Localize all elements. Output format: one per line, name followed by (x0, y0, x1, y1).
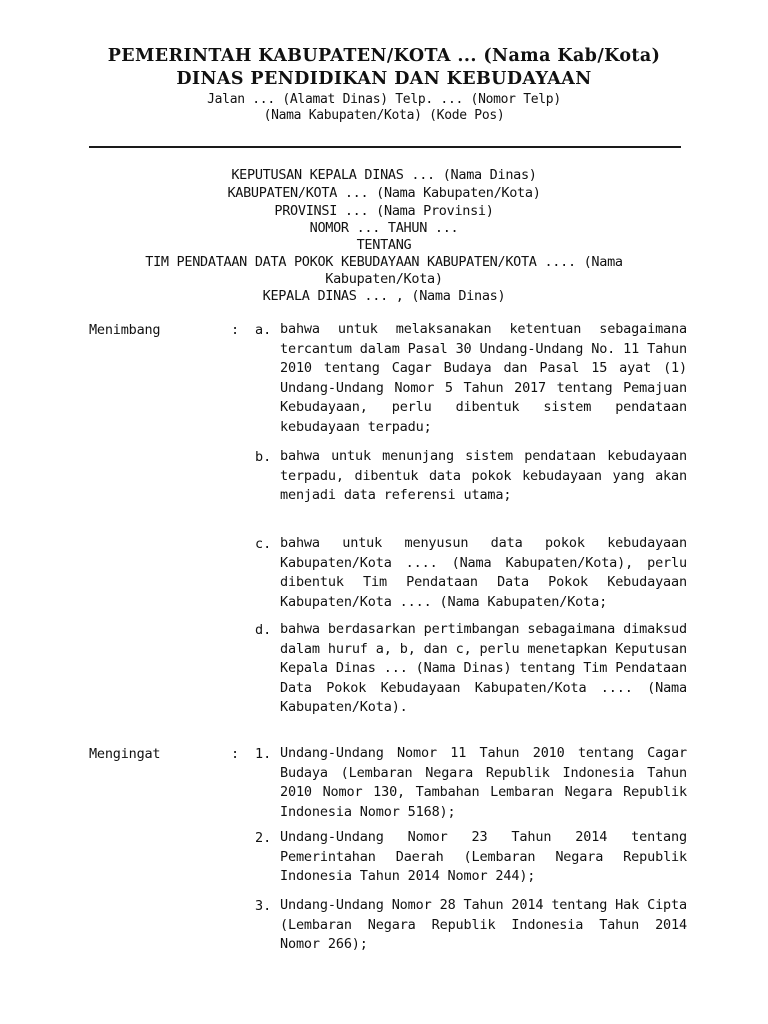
decree-subject-line2: Kabupaten/Kota) (325, 271, 443, 287)
mengingat-marker-1: 1. (255, 746, 272, 762)
decree-head-line: KEPALA DINAS ... , (Nama Dinas) (262, 288, 506, 304)
decree-title-line3: PROVINSI ... (Nama Provinsi) (274, 203, 494, 219)
mengingat-item-2: Undang-Undang Nomor 23 Tahun 2014 tentang Pemerintahan Daerah (Lembaran Negara Republik Indonesia Tahun 2014 Nomor 244); (280, 829, 687, 884)
agency-heading: DINAS PENDIDIKAN DAN KEBUDAYAAN (176, 69, 592, 89)
menimbang-marker-b: b. (255, 449, 272, 465)
menimbang-item-b: bahwa untuk menunjang sistem pendataan kebudayaan terpadu, dibentuk data pokok kebudayaan yang akan menjadi data referensi utama; (280, 448, 687, 503)
mengingat-marker-2: 2. (255, 830, 272, 846)
mengingat-label: Mengingat (89, 746, 161, 762)
menimbang-marker-a: a. (255, 322, 272, 338)
decree-number: NOMOR ... TAHUN ... (309, 220, 459, 236)
decree-subject-line1: TIM PENDATAAN DATA POKOK KEBUDAYAAN KABUPATEN/KOTA .... (Nama (145, 254, 623, 270)
menimbang-item-a: bahwa untuk melaksanakan ketentuan sebagaimana tercantum dalam Pasal 30 Undang-Undang No. 11 Tahun 2010 tentang Cagar Budaya dan Pasal 15 ayat (1) Undang-Undang Nomor 5 Tahun 2017 tentang Pemajuan Kebudayaan, perlu dibentuk sistem pendataan kebudayaan terpadu; (280, 321, 687, 435)
menimbang-label: Menimbang (89, 322, 161, 338)
address-line: Jalan ... (Alamat Dinas) Telp. ... (Nomor Telp) (207, 92, 561, 107)
menimbang-marker-c: c. (255, 536, 272, 552)
city-line: (Nama Kabupaten/Kota) (Kode Pos) (263, 108, 505, 123)
mengingat-marker-3: 3. (255, 898, 272, 914)
mengingat-item-1: Undang-Undang Nomor 11 Tahun 2010 tentang Cagar Budaya (Lembaran Negara Republik Indonesia Tahun 2010 Nomor 130, Tambahan Lembaran Negara Republik Indonesia Nomor 5168); (280, 745, 687, 820)
decree-title-line1: KEPUTUSAN KEPALA DINAS ... (Nama Dinas) (231, 167, 537, 183)
decree-about-label: TENTANG (356, 237, 412, 253)
menimbang-item-c: bahwa untuk menyusun data pokok kebudayaan Kabupaten/Kota .... (Nama Kabupaten/Kota), perlu dibentuk Tim Pendataan Data Pokok Kebudayaan Kabupaten/Kota .... (Nama Kabupaten/Kota; (280, 535, 687, 610)
mengingat-colon: : (231, 746, 240, 762)
mengingat-item-3: Undang-Undang Nomor 28 Tahun 2014 tentang Hak Cipta (Lembaran Negara Republik Indonesia Tahun 2014 Nomor 266); (280, 897, 687, 952)
menimbang-marker-d: d. (255, 622, 272, 638)
decree-title-line2: KABUPATEN/KOTA ... (Nama Kabupaten/Kota) (227, 185, 541, 201)
government-heading: PEMERINTAH KABUPATEN/KOTA ... (Nama Kab/Kota) (107, 46, 661, 66)
menimbang-colon: : (231, 322, 240, 338)
menimbang-item-d: bahwa berdasarkan pertimbangan sebagaimana dimaksud dalam huruf a, b, dan c, perlu menetapkan Keputusan Kepala Dinas ... (Nama Dinas) tentang Tim Pendataan Data Pokok Kebudayaan Kabupaten/Kota .... (Nama Kabupaten/Kota). (280, 621, 687, 715)
letterhead-divider (89, 146, 681, 148)
